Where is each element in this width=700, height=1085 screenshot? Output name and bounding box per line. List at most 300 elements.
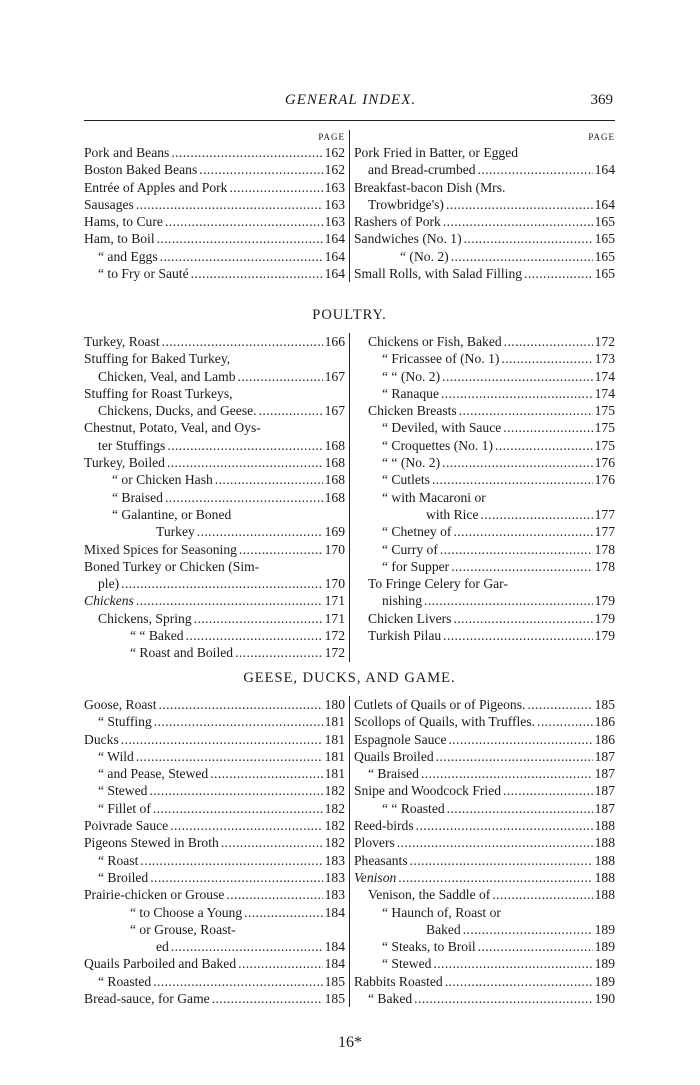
dot-leader — [441, 385, 593, 402]
entry-page: 167 — [324, 368, 345, 384]
entry-text: and Bread-crumbed — [368, 162, 476, 178]
dot-leader — [136, 592, 323, 609]
entry-text: Venison — [354, 869, 397, 885]
entry-text: “ Stuffing — [98, 714, 152, 730]
dot-leader — [442, 454, 592, 471]
dot-leader — [121, 575, 322, 592]
entry-page: 176 — [594, 472, 615, 488]
entry-text: Chestnut, Potato, Veal, and Oys- — [84, 420, 261, 436]
index-entry — [354, 506, 615, 523]
entry-page: 172 — [324, 628, 345, 644]
signature-mark: 16* — [338, 1034, 362, 1051]
entry-page: 187 — [594, 783, 615, 799]
page-column-label: PAGE — [318, 132, 345, 142]
entry-page: 168 — [324, 455, 345, 471]
entry-text: “ Braised — [368, 766, 419, 782]
entry-text: Cutlets of Quails or of Pigeons. — [354, 697, 526, 712]
index-entry — [84, 990, 345, 1007]
entry-text: Pigeons Stewed in Broth — [84, 835, 219, 851]
entry-text: “ Croquettes (No. 1) — [382, 437, 493, 453]
left-column — [84, 696, 349, 1007]
section-title-game: GEESE, DUCKS, AND GAME. — [243, 670, 456, 686]
section-title-poultry: POULTRY. — [312, 307, 387, 323]
dot-leader — [501, 350, 592, 367]
entry-text: “ Haunch of, Roast or — [382, 904, 501, 920]
entry-page: 174 — [594, 385, 615, 401]
dot-leader — [445, 973, 593, 990]
header-rule — [84, 120, 615, 121]
entry-page: 179 — [594, 593, 615, 609]
dot-leader — [121, 731, 323, 748]
index-entry — [84, 575, 345, 592]
entry-page: 177 — [594, 506, 615, 522]
entry-text: “ Galantine, or Boned — [112, 506, 232, 522]
index-entry — [354, 575, 615, 592]
index-entry — [84, 592, 345, 609]
entry-text: Hams, to Cure — [84, 214, 163, 230]
entry-text: “ Roast — [98, 852, 139, 868]
index-entry — [354, 834, 615, 851]
entry-text: Ham, to Boil — [84, 231, 155, 247]
entry-text: “ Curry of — [382, 541, 438, 557]
dot-leader — [153, 800, 323, 817]
entry-text: Ducks — [84, 731, 119, 747]
index-entry — [354, 817, 615, 834]
section-poultry — [84, 333, 615, 662]
dot-leader — [440, 541, 593, 558]
entry-page: 181 — [324, 766, 345, 782]
dot-leader — [235, 644, 323, 661]
entry-page: 189 — [594, 973, 615, 989]
page-column-label: PAGE — [588, 132, 615, 142]
entry-page: 189 — [594, 921, 615, 937]
entry-text: “ Broiled — [98, 869, 149, 885]
index-entry — [84, 265, 345, 282]
entry-text: Breakfast-bacon Dish (Mrs. — [354, 179, 506, 195]
dot-leader — [446, 196, 593, 213]
index-entry — [84, 248, 345, 265]
entry-text: “ Cutlets — [382, 472, 430, 488]
index-entry — [84, 800, 345, 817]
dot-leader — [397, 834, 593, 851]
entry-text: Chickens — [84, 593, 134, 609]
entry-page: 165 — [594, 231, 615, 247]
dot-leader — [238, 368, 323, 385]
right-column — [349, 696, 615, 1007]
entry-page: 188 — [594, 869, 615, 885]
entry-text: Quails Parboiled and Baked — [84, 956, 237, 972]
entry-text: Trowbridge's) — [368, 196, 444, 212]
entry-text: “ with Macaroni or — [382, 489, 486, 505]
entry-text: Quails Broiled — [354, 748, 434, 764]
index-entry — [84, 333, 345, 350]
index-entry — [354, 196, 615, 213]
index-entry — [354, 852, 615, 869]
dot-leader — [170, 817, 322, 834]
entry-text: “ (No. 2) — [400, 248, 449, 264]
dot-leader — [221, 834, 323, 851]
entry-page: 188 — [594, 818, 615, 834]
index-entry — [84, 765, 345, 782]
running-title: GENERAL INDEX. — [284, 92, 417, 108]
dot-leader — [259, 402, 323, 419]
entry-text: Snipe and Woodcock Fried — [354, 783, 502, 799]
index-entry — [84, 782, 345, 799]
entry-page: 181 — [324, 731, 345, 747]
entry-text: “ to Choose a Young — [130, 904, 243, 920]
dot-leader — [171, 144, 322, 161]
entry-text: “ and Eggs — [98, 248, 158, 264]
entry-page: 169 — [324, 524, 345, 540]
entry-text: Pheasants — [354, 852, 408, 868]
entry-text: Chickens, Ducks, and Geese. — [98, 403, 257, 419]
dot-leader — [537, 713, 593, 730]
entry-page: 175 — [594, 420, 615, 436]
index-entry — [354, 265, 615, 282]
dot-leader — [136, 748, 323, 765]
entry-text: “ to Fry or Sauté — [98, 266, 189, 282]
dot-leader — [503, 419, 592, 436]
entry-text: “ Roasted — [98, 973, 152, 989]
entry-page: 168 — [324, 437, 345, 453]
entry-page: 190 — [594, 991, 615, 1007]
index-entry — [84, 161, 345, 178]
index-entry — [354, 523, 615, 540]
dot-leader — [140, 852, 322, 869]
entry-page: 185 — [594, 697, 615, 712]
entry-page: 172 — [594, 334, 615, 349]
dot-leader — [451, 558, 592, 575]
dot-leader — [165, 213, 323, 230]
index-entry — [84, 471, 345, 488]
index-entry — [84, 179, 345, 196]
dot-leader — [463, 921, 593, 938]
dot-leader — [524, 265, 593, 282]
dot-leader — [410, 852, 593, 869]
entry-page: 165 — [594, 214, 615, 230]
entry-text: ed — [156, 939, 169, 955]
dot-leader — [229, 179, 322, 196]
entry-text: “ Baked — [368, 991, 413, 1007]
dot-leader — [226, 886, 322, 903]
entry-text: Bread-sauce, for Game — [84, 991, 210, 1007]
entry-text: “ Stewed — [98, 783, 148, 799]
dot-leader — [153, 973, 322, 990]
entry-page: 183 — [324, 852, 345, 868]
entry-text: ple) — [98, 576, 120, 592]
index-entry — [354, 437, 615, 454]
dot-leader — [149, 782, 322, 799]
entry-text: “ Roast and Boiled — [130, 645, 234, 661]
entry-page: 171 — [324, 610, 345, 626]
entry-page: 181 — [324, 748, 345, 764]
dot-leader — [480, 506, 592, 523]
index-entry — [84, 489, 345, 506]
entry-text: Turkey — [156, 524, 195, 540]
entry-text: Goose, Roast — [84, 697, 157, 712]
entry-page: 175 — [594, 403, 615, 419]
dot-leader — [433, 955, 592, 972]
index-entry — [354, 627, 615, 644]
entry-text: “ Chetney of — [382, 524, 452, 540]
index-entry — [84, 817, 345, 834]
index-entry — [84, 230, 345, 247]
index-entry — [354, 713, 615, 730]
entry-page: 182 — [324, 800, 345, 816]
index-entry — [84, 385, 345, 402]
entry-text: Stuffing for Roast Turkeys, — [84, 385, 233, 401]
dot-leader — [492, 886, 592, 903]
entry-page: 171 — [324, 593, 345, 609]
dot-leader — [495, 437, 593, 454]
dot-leader — [464, 230, 593, 247]
index-entry — [354, 489, 615, 506]
dot-leader — [157, 230, 323, 247]
right-column — [349, 130, 615, 282]
index-entry — [354, 230, 615, 247]
index-entry — [84, 644, 345, 661]
entry-page: 165 — [594, 266, 615, 282]
entry-text: “ Braised — [112, 489, 163, 505]
entry-page: 164 — [594, 196, 615, 212]
entry-page: 176 — [594, 455, 615, 471]
index-entry — [354, 886, 615, 903]
entry-text: Plovers — [354, 835, 395, 851]
index-entry — [84, 213, 345, 230]
entry-page: 188 — [594, 852, 615, 868]
entry-text: Prairie-chicken or Grouse — [84, 887, 225, 903]
dot-leader — [210, 765, 322, 782]
dot-leader — [239, 541, 323, 558]
entry-page: 185 — [324, 991, 345, 1007]
entry-text: “ or Grouse, Roast- — [130, 921, 236, 937]
dot-leader — [447, 800, 593, 817]
entry-page: 164 — [324, 266, 345, 282]
entry-page: 186 — [594, 731, 615, 747]
entry-text: Pork and Beans — [84, 145, 170, 160]
index-entry — [354, 973, 615, 990]
index-entry — [84, 437, 345, 454]
dot-leader — [191, 265, 323, 282]
entry-page: 178 — [594, 541, 615, 557]
entry-text: Poivrade Sauce — [84, 818, 169, 834]
entry-text: “ Steaks, to Broil — [382, 939, 476, 955]
index-entry — [84, 144, 345, 161]
entry-text: “ “ Baked — [130, 628, 184, 644]
index-entry — [354, 419, 615, 436]
entry-text: Chicken Breasts — [368, 403, 457, 419]
entry-page: 179 — [594, 628, 615, 644]
index-entry — [354, 592, 615, 609]
entry-text: Chickens, Spring — [98, 610, 192, 626]
entry-text: nishing — [382, 593, 423, 609]
index-entry — [84, 541, 345, 558]
dot-leader — [167, 437, 322, 454]
index-entry — [84, 419, 345, 436]
dot-leader — [453, 523, 592, 540]
entry-text: Espagnole Sauce — [354, 731, 447, 747]
index-entry — [354, 248, 615, 265]
dot-leader — [197, 523, 323, 540]
entry-text: Venison, the Saddle of — [368, 887, 491, 903]
dot-leader — [150, 869, 322, 886]
index-entry — [354, 179, 615, 196]
entry-text: Rabbits Roasted — [354, 973, 443, 989]
index-entry — [354, 800, 615, 817]
index-entry — [354, 938, 615, 955]
index-entry — [354, 333, 615, 350]
dot-leader — [215, 471, 323, 488]
dot-leader — [478, 161, 593, 178]
entry-page: 184 — [324, 904, 345, 920]
entry-page: 165 — [594, 248, 615, 264]
entry-text: “ Fricassee of (No. 1) — [382, 351, 500, 367]
entry-text: Chicken, Veal, and Lamb — [98, 368, 236, 384]
dot-leader — [443, 213, 593, 230]
dot-leader — [503, 782, 593, 799]
entry-page: 162 — [324, 145, 345, 160]
index-entry — [354, 350, 615, 367]
dot-leader — [186, 627, 323, 644]
entry-page: 182 — [324, 783, 345, 799]
dot-leader — [424, 592, 593, 609]
entry-page: 186 — [594, 714, 615, 730]
index-entry — [84, 368, 345, 385]
dot-leader — [478, 938, 593, 955]
entry-page: 184 — [324, 939, 345, 955]
section-pork — [84, 130, 615, 282]
entry-text: “ Ranaque — [382, 385, 439, 401]
index-entry — [354, 368, 615, 385]
entry-page: 187 — [594, 748, 615, 764]
index-entry — [84, 350, 345, 367]
entry-text: “ Stewed — [382, 956, 432, 972]
dot-leader — [459, 402, 593, 419]
dot-leader — [244, 904, 322, 921]
entry-page: 189 — [594, 956, 615, 972]
entry-text: “ Wild — [98, 748, 134, 764]
index-entry — [84, 955, 345, 972]
left-column — [84, 333, 349, 662]
index-entry — [354, 955, 615, 972]
index-entry — [84, 523, 345, 540]
entry-page: 168 — [324, 472, 345, 488]
entry-page: 188 — [594, 835, 615, 851]
dot-leader — [199, 161, 322, 178]
index-entry — [354, 990, 615, 1007]
entry-page: 187 — [594, 766, 615, 782]
dot-leader — [136, 196, 323, 213]
index-entry — [84, 731, 345, 748]
dot-leader — [238, 955, 322, 972]
entry-page: 183 — [324, 887, 345, 903]
index-entry — [354, 921, 615, 938]
entry-text: Small Rolls, with Salad Filling — [354, 266, 523, 282]
index-entry — [84, 627, 345, 644]
entry-text: “ Fillet of — [98, 800, 151, 816]
dot-leader — [414, 990, 592, 1007]
entry-text: “ “ (No. 2) — [382, 368, 441, 384]
entry-text: “ and Pease, Stewed — [98, 766, 209, 782]
index-entry — [84, 938, 345, 955]
dot-leader — [527, 696, 592, 713]
index-entry — [84, 610, 345, 627]
entry-page: 166 — [324, 334, 345, 349]
left-column — [84, 130, 349, 282]
dot-leader — [398, 869, 592, 886]
entry-page: 164 — [594, 162, 615, 178]
index-entry — [84, 696, 345, 713]
entry-page: 184 — [324, 956, 345, 972]
index-entry — [84, 904, 345, 921]
index-entry — [84, 558, 345, 575]
index-entry — [354, 454, 615, 471]
index-entry — [354, 904, 615, 921]
index-entry — [84, 713, 345, 730]
dot-leader — [416, 817, 593, 834]
dot-leader — [167, 454, 323, 471]
dot-leader — [162, 333, 323, 350]
entry-text: Entrée of Apples and Pork — [84, 179, 228, 195]
entry-page: 185 — [324, 973, 345, 989]
entry-page: 182 — [324, 818, 345, 834]
entry-page: 180 — [324, 697, 345, 712]
index-entry — [84, 506, 345, 523]
entry-text: Chickens or Fish, Baked — [368, 334, 502, 349]
index-entry — [84, 852, 345, 869]
entry-page: 179 — [594, 610, 615, 626]
entry-page: 187 — [594, 800, 615, 816]
entry-page: 164 — [324, 231, 345, 247]
entry-text: Sausages — [84, 196, 134, 212]
entry-page: 163 — [324, 196, 345, 212]
entry-page: 175 — [594, 437, 615, 453]
dot-leader — [421, 765, 593, 782]
entry-page: 168 — [324, 489, 345, 505]
index-entry — [84, 869, 345, 886]
section-game — [84, 696, 615, 1007]
entry-page: 162 — [324, 162, 345, 178]
index-entry — [354, 696, 615, 713]
entry-page: 188 — [594, 887, 615, 903]
entry-text: Chicken Livers — [368, 610, 452, 626]
index-entry — [354, 610, 615, 627]
dot-leader — [436, 748, 593, 765]
index-entry — [354, 558, 615, 575]
entry-page: 163 — [324, 214, 345, 230]
entry-text: To Fringe Celery for Gar- — [368, 576, 508, 592]
entry-text: Pork Fried in Batter, or Egged — [354, 145, 519, 160]
dot-leader — [442, 368, 592, 385]
entry-page: 163 — [324, 179, 345, 195]
index-entry — [354, 765, 615, 782]
entry-page: 167 — [324, 403, 345, 419]
entry-page: 173 — [594, 351, 615, 367]
entry-text: Stuffing for Baked Turkey, — [84, 351, 231, 367]
dot-leader — [432, 471, 593, 488]
entry-page: 178 — [594, 558, 615, 574]
entry-text: Boned Turkey or Chicken (Sim- — [84, 558, 260, 574]
dot-leader — [453, 610, 592, 627]
index-entry — [84, 402, 345, 419]
entry-text: Reed-birds — [354, 818, 414, 834]
entry-text: “ “ Roasted — [382, 800, 445, 816]
index-entry — [354, 748, 615, 765]
entry-page: 170 — [324, 541, 345, 557]
dot-leader — [194, 610, 323, 627]
dot-leader — [171, 938, 323, 955]
entry-text: Sandwiches (No. 1) — [354, 231, 462, 247]
